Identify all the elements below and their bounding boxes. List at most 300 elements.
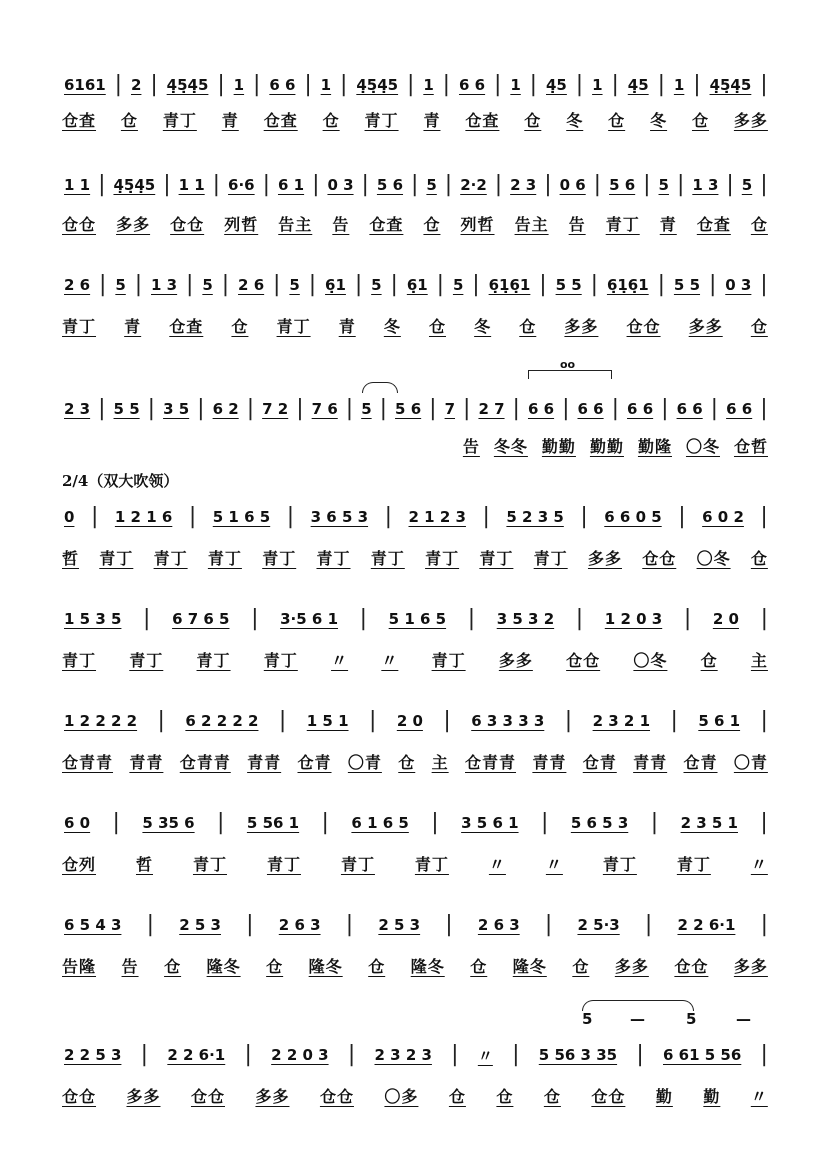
lyric-syllable: 〇冬 — [685, 436, 720, 456]
note-group: 2 2 6·1 — [167, 1046, 226, 1064]
note-group: 6 0 2 — [702, 508, 744, 526]
bar-line: | — [296, 396, 304, 421]
note-group: 2 6 — [238, 276, 265, 294]
bar-line: | — [726, 172, 734, 197]
note-group: 1 — [510, 76, 521, 94]
note-group: 6 3 3 3 3 — [471, 712, 545, 730]
lyric-syllable: 仓仓 — [170, 214, 205, 234]
bar-line: | — [643, 172, 651, 197]
bar-line: | — [442, 72, 451, 97]
lyrics-line — [62, 432, 768, 458]
note-group: 1 2 1 6 — [114, 508, 173, 526]
note-group: 2 7 — [478, 400, 505, 418]
lyric-syllable: 勤勤 — [541, 436, 576, 456]
lyric-syllable: 〇青 — [347, 752, 382, 772]
notes-line — [62, 912, 768, 938]
lyric-syllable: 青丁 — [316, 548, 351, 568]
bar-line: | — [445, 912, 453, 937]
note-group: 〃 — [477, 1046, 493, 1065]
note-group: 5 5 — [673, 276, 701, 294]
bar-line: | — [710, 396, 719, 421]
bar-line: | — [304, 72, 312, 97]
bar-line: | — [544, 912, 553, 937]
bar-line: | — [683, 606, 692, 631]
lyric-syllable: 〃 — [750, 1086, 768, 1106]
bar-line: | — [636, 1042, 644, 1067]
bar-line: | — [760, 396, 768, 421]
bar-line: | — [676, 172, 685, 197]
note-group: 5 6 — [395, 400, 422, 418]
note-group: 5 — [741, 176, 753, 194]
note-group: 2 2 5 3 — [64, 1046, 122, 1064]
bar-line: | — [221, 272, 230, 297]
bar-line: | — [112, 810, 120, 835]
lyric-syllable: 仓 — [428, 316, 446, 336]
note-group: 2 0 — [712, 610, 739, 628]
lyric-syllable: 勤 — [655, 1086, 673, 1106]
lyric-syllable: 〇青 — [733, 752, 768, 772]
lyric-syllable: 列哲 — [224, 214, 259, 234]
lyric-syllable: 青丁 — [340, 854, 375, 874]
note-group: 6 6 — [458, 76, 486, 94]
bar-line: | — [411, 172, 419, 197]
lyric-syllable: 仓 — [750, 316, 768, 336]
note-group: 2 0 — [396, 712, 423, 730]
lyric-syllable: 告主 — [278, 214, 313, 234]
bar-line: | — [650, 810, 659, 835]
note-group: 7 2 — [262, 400, 289, 418]
bar-line: | — [539, 272, 547, 297]
bar-line: | — [286, 504, 295, 529]
bar-line: | — [361, 172, 369, 197]
note-group: 2 6 — [64, 276, 91, 294]
lyric-syllable: 〃 — [545, 854, 563, 874]
note-group: 2 3 5 1 — [680, 814, 738, 832]
note-group: 5 6 1 — [698, 712, 741, 730]
lyric-syllable: 隆冬 — [410, 956, 445, 976]
slur-mark — [362, 382, 398, 393]
bar-line: | — [544, 172, 552, 197]
lyric-syllable: 主 — [750, 650, 768, 670]
note-group: 6 1 — [277, 176, 305, 194]
lyric-syllable: 仓 — [750, 214, 768, 234]
bar-line: | — [693, 72, 701, 97]
note-group: 5 — [361, 400, 372, 418]
lyric-syllable: 青丁 — [414, 854, 449, 874]
lyric-syllable: 仓哲 — [733, 436, 768, 456]
lyric-syllable: 仓青青 — [62, 752, 114, 772]
bar-line: | — [384, 504, 392, 529]
bar-line: | — [354, 272, 363, 297]
lyric-syllable: 隆冬 — [308, 956, 343, 976]
lyric-syllable: 仓 — [368, 956, 386, 976]
lyric-syllable: 哲 — [62, 548, 80, 568]
lyric-syllable: 〃 — [381, 650, 399, 670]
lyric-syllable: 青 — [659, 214, 677, 234]
lyric-syllable: 青丁 — [364, 110, 399, 130]
lyric-syllable: 仓査 — [62, 110, 97, 130]
lyric-syllable: 哲 — [135, 854, 153, 874]
note-group: 1 — [673, 76, 685, 94]
note-group: 6 0 — [64, 814, 91, 832]
bar-line: | — [562, 396, 570, 421]
tempo-marking: 2/4（双大吹领） — [62, 472, 179, 490]
note-group: 2 1 2 3 — [408, 508, 466, 526]
lyric-syllable: 〃 — [331, 650, 349, 670]
lyric-syllable: 仓 — [519, 316, 537, 336]
bar-line: | — [593, 172, 602, 197]
lyric-syllable: 青丁 — [602, 854, 637, 874]
note-group: 2 6 3 — [477, 916, 520, 934]
upper-voice-dash: — — [736, 1010, 751, 1028]
bar-line: | — [244, 1042, 252, 1067]
note-group: 1 — [592, 76, 603, 94]
lyric-syllable: 仓仓 — [626, 316, 661, 336]
note-group: 2 3 — [64, 400, 91, 418]
bar-line: | — [472, 272, 480, 297]
lyric-syllable: 青 — [423, 110, 441, 130]
note-group: 5 — [371, 276, 382, 294]
lyric-syllable: 仓青青 — [179, 752, 231, 772]
lyric-syllable: 青丁 — [263, 650, 298, 670]
bar-line: | — [347, 1042, 356, 1067]
note-group: 2 2 0 3 — [271, 1046, 329, 1064]
lyric-syllable: 仓 — [496, 1086, 514, 1106]
lyric-syllable: 青丁 — [162, 110, 197, 130]
bar-line: | — [143, 606, 151, 631]
lyric-syllable: 仓 — [322, 110, 340, 130]
notes-line — [62, 396, 768, 422]
bar-line: | — [390, 272, 398, 297]
note-group: 2 — [130, 76, 142, 94]
note-group: 5 56 1 — [246, 814, 300, 832]
note-group: 2 3 2 3 — [374, 1046, 432, 1064]
bar-line: | — [494, 72, 502, 97]
lyric-syllable: 多多 — [498, 650, 533, 670]
lyric-syllable: 青丁 — [266, 854, 301, 874]
bar-line: | — [575, 606, 584, 631]
bar-line: | — [670, 708, 678, 733]
lyric-syllable: 告隆 — [62, 956, 97, 976]
lyric-syllable: 〇冬 — [696, 548, 731, 568]
bar-line: | — [147, 396, 156, 421]
bar-line: | — [273, 272, 281, 297]
lyric-syllable: 仓 — [231, 316, 249, 336]
note-group: 6 2 — [212, 400, 239, 418]
lyric-syllable: 青丁 — [153, 548, 188, 568]
note-group: 0 3 — [327, 176, 354, 194]
bar-line: | — [90, 504, 99, 529]
bar-line: | — [760, 272, 768, 297]
note-group: 2 3 2 1 — [592, 712, 651, 730]
lyric-syllable: 告 — [568, 214, 586, 234]
bar-line: | — [246, 912, 254, 937]
bar-line: | — [529, 72, 538, 97]
note-group: 5 35 6 — [142, 814, 195, 832]
bar-line: | — [590, 272, 599, 297]
lyric-syllable: 仓査 — [696, 214, 731, 234]
note-group: 1 3 — [692, 176, 719, 194]
note-group: 5 1 6 5 — [212, 508, 271, 526]
bar-line: | — [186, 272, 194, 297]
notes-line — [62, 272, 768, 298]
lyric-syllable: 多多 — [688, 316, 723, 336]
lyric-syllable: 青丁 — [676, 854, 711, 874]
bar-line: | — [760, 72, 768, 97]
lyric-syllable: 青丁 — [192, 854, 227, 874]
bar-line: | — [644, 912, 653, 937]
note-group: 6 6 — [627, 400, 654, 418]
lyric-syllable: 青丁 — [276, 316, 311, 336]
lyric-syllable: 仓 — [470, 956, 488, 976]
note-group: 1 5 3 5 — [64, 610, 122, 628]
lyric-syllable: 青青 — [532, 752, 567, 772]
notes-line — [62, 504, 768, 530]
lyric-syllable: 冬冬 — [493, 436, 528, 456]
bar-line: | — [262, 172, 271, 197]
bar-line: | — [98, 396, 106, 421]
lyric-syllable: 青 — [124, 316, 142, 336]
note-group: 6 6 0 5 — [604, 508, 662, 526]
notes-line — [62, 606, 768, 632]
bar-line: | — [345, 396, 354, 421]
note-group: 2 6 3 — [278, 916, 321, 934]
note-group: 0 3 — [725, 276, 752, 294]
lyric-syllable: 冬 — [650, 110, 668, 130]
lyric-syllable: 主 — [431, 752, 449, 772]
bar-line: | — [217, 810, 225, 835]
note-group: 2 5 3 — [179, 916, 221, 934]
note-group: 4̣5 — [546, 76, 567, 94]
lyric-syllable: 仓 — [543, 1086, 561, 1106]
bar-line: | — [251, 606, 259, 631]
lyrics-line — [62, 850, 768, 876]
note-group: 1 1 — [64, 176, 91, 194]
bar-line: | — [368, 708, 377, 733]
note-group: 1 — [423, 76, 434, 94]
lyric-syllable: 仓 — [120, 110, 138, 130]
bar-line: | — [482, 504, 490, 529]
lyric-syllable: 仓 — [608, 110, 626, 130]
note-group: 5 6 — [609, 176, 636, 194]
note-group: 6 7 6 5 — [172, 610, 230, 628]
lyric-syllable: 隆冬 — [512, 956, 547, 976]
lyric-syllable: 勤 — [703, 1086, 721, 1106]
note-group: 3 5 — [163, 400, 190, 418]
bar-line: | — [252, 72, 261, 97]
lyric-syllable: 多多 — [587, 548, 622, 568]
lyric-syllable: 青 — [338, 316, 356, 336]
note-group: 6161 — [64, 76, 106, 94]
bar-line: | — [512, 396, 520, 421]
bar-line: | — [463, 396, 471, 421]
lyric-syllable: 仓 — [524, 110, 542, 130]
bar-line: | — [678, 504, 686, 529]
note-group: 5 5 — [555, 276, 582, 294]
lyric-syllable: 仓査 — [465, 110, 500, 130]
bar-line: | — [512, 1042, 520, 1067]
bar-line: | — [197, 396, 205, 421]
fermata-bracket — [528, 370, 612, 379]
lyric-syllable: 青丁 — [62, 316, 97, 336]
lyric-syllable: 告主 — [514, 214, 549, 234]
note-group: 5 2 3 5 — [506, 508, 564, 526]
lyric-syllable: 冬 — [474, 316, 492, 336]
bar-line: | — [564, 708, 573, 733]
lyric-syllable: 仓仓 — [591, 1086, 626, 1106]
note-group: 3 6 5 3 — [310, 508, 369, 526]
bar-line: | — [760, 172, 768, 197]
notes-line — [62, 1042, 768, 1068]
lyric-syllable: 仓青青 — [465, 752, 517, 772]
fermata-mark: oo — [560, 358, 576, 371]
note-group: 5 56 3 35 — [538, 1046, 618, 1064]
lyric-syllable: 仓仓 — [674, 956, 709, 976]
lyric-syllable: 列哲 — [460, 214, 495, 234]
bar-line: | — [436, 272, 445, 297]
bar-line: | — [406, 72, 415, 97]
lyric-syllable: 青丁 — [533, 548, 568, 568]
note-group: 5 6 5 3 — [570, 814, 629, 832]
note-group: 5 — [658, 176, 669, 194]
bar-line: | — [340, 72, 348, 97]
note-group: 7 6 — [311, 400, 338, 418]
lyric-syllable: 青丁 — [129, 650, 164, 670]
bar-line: | — [140, 1042, 149, 1067]
bar-line: | — [611, 396, 620, 421]
note-group: 6̣1̣6̣1 — [606, 276, 649, 294]
note-group: 5 1 6 5 — [388, 610, 447, 628]
bar-line: | — [467, 606, 476, 631]
lyric-syllable: 多多 — [255, 1086, 290, 1106]
note-group: 5 — [289, 276, 300, 294]
lyric-syllable: 告 — [121, 956, 139, 976]
note-group: 1 2 0 3 — [604, 610, 663, 628]
note-group: 6 61 5 56 — [663, 1046, 742, 1064]
lyric-syllable: 青丁 — [196, 650, 231, 670]
bar-line: | — [359, 606, 368, 631]
lyric-syllable: 冬 — [383, 316, 401, 336]
bar-line: | — [443, 708, 451, 733]
lyric-syllable: 告 — [332, 214, 350, 234]
note-group: 6 6 — [269, 76, 296, 94]
bar-line: | — [99, 272, 107, 297]
note-group: 2·2 — [460, 176, 487, 194]
lyric-syllable: 多多 — [614, 956, 649, 976]
lyric-syllable: 仓仓 — [319, 1086, 354, 1106]
bar-line: | — [661, 396, 669, 421]
note-group: 5 6 — [376, 176, 404, 194]
notes-line — [62, 708, 768, 734]
note-group: 5 — [426, 176, 437, 194]
lyric-syllable: 仓仓 — [62, 214, 97, 234]
bar-line: | — [278, 708, 287, 733]
lyrics-line — [62, 210, 768, 236]
bar-line: | — [451, 1042, 459, 1067]
notes-line — [62, 810, 768, 836]
lyric-syllable: 勤勤 — [589, 436, 624, 456]
note-group: 3 5 6 1 — [461, 814, 519, 832]
upper-voice-note: 5 — [686, 1010, 697, 1028]
bar-line: | — [98, 172, 106, 197]
lyric-syllable: 仓 — [572, 956, 590, 976]
lyric-syllable: 〃 — [750, 854, 768, 874]
note-group: 2 2 6·1 — [677, 916, 736, 934]
note-group: 3·5 6 1 — [280, 610, 339, 628]
lyric-syllable: 仓仓 — [642, 548, 677, 568]
bar-line: | — [575, 72, 584, 97]
bar-line: | — [114, 72, 123, 97]
upper-voice-note: 5 — [582, 1010, 593, 1028]
note-group: 0 6 — [559, 176, 586, 194]
lyric-syllable: 〇多 — [384, 1086, 419, 1106]
lyric-syllable: 仓仓 — [190, 1086, 225, 1106]
note-group: 4̣5̣4̣5 — [709, 76, 752, 94]
lyrics-line — [62, 748, 768, 774]
note-group: 4̣5 — [627, 76, 649, 94]
bar-line: | — [760, 708, 768, 733]
lyric-syllable: 青青 — [633, 752, 668, 772]
note-group: 6̣1 — [406, 276, 428, 294]
bar-line: | — [217, 72, 225, 97]
lyrics-line — [62, 544, 768, 570]
bar-line: | — [760, 504, 768, 529]
lyric-syllable: 告 — [462, 436, 480, 456]
lyric-syllable: 青丁 — [62, 650, 97, 670]
lyric-syllable: 仓 — [266, 956, 284, 976]
lyric-syllable: 〃 — [488, 854, 506, 874]
note-group: 5 — [115, 276, 126, 294]
lyric-syllable: 青青 — [129, 752, 164, 772]
bar-line: | — [308, 272, 317, 297]
lyric-syllable: 仓 — [164, 956, 182, 976]
bar-line: | — [150, 72, 158, 97]
note-group: 3 5 3 2 — [496, 610, 555, 628]
lyric-syllable: 仓 — [691, 110, 709, 130]
bar-line: | — [134, 272, 143, 297]
bar-line: | — [345, 912, 354, 937]
bar-line: | — [212, 172, 221, 197]
bar-line: | — [188, 504, 197, 529]
note-group: 1 — [320, 76, 332, 94]
note-group: 1 5 1 — [306, 712, 349, 730]
lyric-syllable: 勤隆 — [637, 436, 672, 456]
note-group: 1 — [233, 76, 245, 94]
bar-line: | — [429, 396, 437, 421]
note-group: 2 5 3 — [378, 916, 421, 934]
lyric-syllable: 青 — [221, 110, 239, 130]
note-group: 4̣5̣4̣5 — [356, 76, 399, 94]
lyric-syllable: 仓 — [423, 214, 441, 234]
lyric-syllable: 青丁 — [370, 548, 405, 568]
lyric-syllable: 仓査 — [263, 110, 298, 130]
note-group: 6 6 — [527, 400, 555, 418]
bar-line: | — [708, 272, 717, 297]
note-group: 6̣1̣6̣1 — [488, 276, 531, 294]
lyric-syllable: 仓仓 — [566, 650, 601, 670]
bar-line: | — [760, 1042, 768, 1067]
bar-line: | — [163, 172, 171, 197]
note-group: 6·6 — [228, 176, 255, 194]
notes-line — [62, 172, 768, 198]
bar-line: | — [312, 172, 320, 197]
bar-line: | — [760, 912, 768, 937]
note-group: 5 5 — [113, 400, 140, 418]
note-group: 6 2 2 2 2 — [185, 712, 259, 730]
lyric-syllable: 仓列 — [62, 854, 97, 874]
note-group: 0 — [64, 508, 75, 526]
lyric-syllable: 多多 — [733, 110, 768, 130]
